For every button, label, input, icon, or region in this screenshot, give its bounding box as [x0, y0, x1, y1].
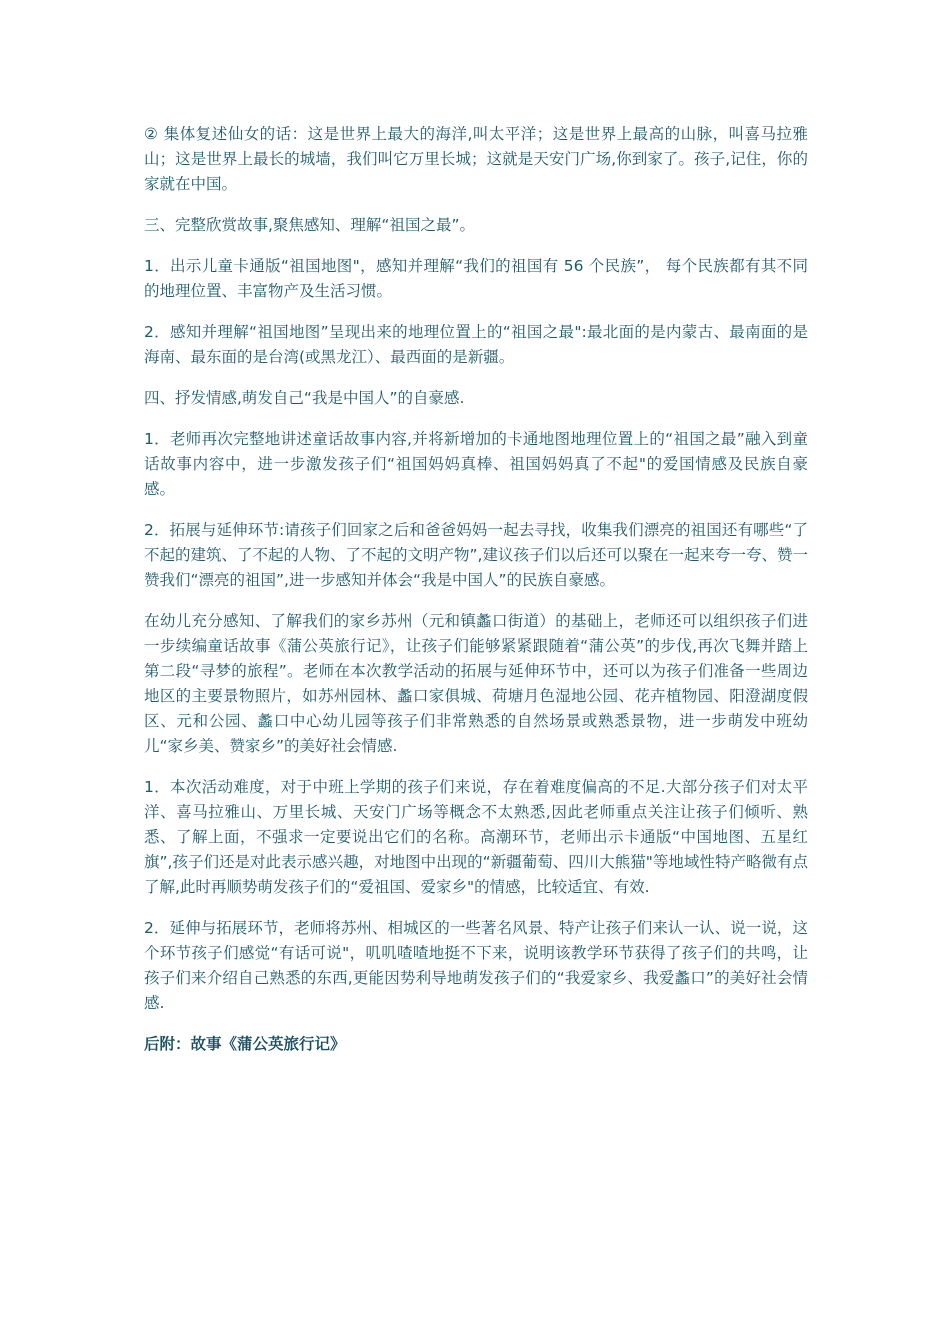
section-heading-four: 四、抒发情感,萌发自己“我是中国人”的自豪感. [144, 389, 465, 407]
paragraph-extension: 在幼儿充分感知、了解我们的家乡苏州（元和镇蠡口街道）的基础上，老师还可以组织孩子们进一步续编童话故事《蒲公英旅行记》，让孩子们能够紧紧跟随着“蒲公英”的步伐,再次飞舞并踏上第二段“寻梦的旅程”。老师在本次教学活动的拓展与延伸环节中，还可以为孩子们准备一些周边地区的主要景物照片，如苏州园林、蠡口家俱城、荷塘月色湿地公园、花卉植物园、阳澄湖度假区、元和公园、蠡口中心幼儿园等孩子们非常熟悉的自然场景或熟悉景物，进一步萌发中班幼儿“家乡美、赞家乡”的美好社会情感. [144, 612, 808, 755]
paragraph-four-item-2: 2．拓展与延伸环节:请孩子们回家之后和爸爸妈妈一起去寻找，收集我们漂亮的祖国还有哪些“了不起的建筑、了不起的人物、了不起的文明产物”,建议孩子们以后还可以聚在一起来夸一夸、赞一赞我们“漂亮的祖国”,进一步感知并体会“我是中国人”的民族自豪感。 [144, 521, 808, 589]
document-page [144, 122, 808, 1073]
paragraph-three-item-2: 2．感知并理解“祖国地图”呈现出来的地理位置上的“祖国之最":最北面的是内蒙古、最南面的是海南、最东面的是台湾(或黑龙江）、最西面的是新疆。 [144, 323, 808, 366]
paragraph-retell-fairy-words: ② 集体复述仙女的话：这是世界上最大的海洋,叫太平洋；这是世界上最高的山脉，叫喜马拉雅山；这是世界上最长的城墙，我们叫它万里长城；这就是天安门广场,你到家了。孩子,记住，你的家就在中国。 [144, 125, 808, 193]
paragraph-three-item-1: 1．出示儿童卡通版“祖国地图"，感知并理解“我们的祖国有 56 个民族”， 每个民族都有其不同的地理位置、丰富物产及生活习惯。 [144, 257, 808, 300]
paragraph-four-item-1: 1．老师再次完整地讲述童话故事内容,并将新增加的卡通地图地理位置上的“祖国之最”融入到童话故事内容中，进一步激发孩子们“祖国妈妈真棒、祖国妈妈真了不起"的爱国情感及民族自豪感。 [144, 430, 808, 498]
section-heading-three: 三、完整欣赏故事,聚焦感知、理解“祖国之最”。 [144, 216, 475, 234]
appendix-heading: 后附：故事《蒲公英旅行记》 [144, 1035, 346, 1053]
paragraph-reflection-2: 2．延伸与拓展环节，老师将苏州、相城区的一些著名风景、特产让孩子们来认一认、说一说，这个环节孩子们感觉“有话可说"，叽叽喳喳地挺不下来，说明该教学环节获得了孩子们的共鸣，让孩子们来介绍自己熟悉的东西,更能因势利导地萌发孩子们的“我爱家乡、我爱蠡口”的美好社会情感. [144, 919, 808, 1012]
paragraph-reflection-1: 1．本次活动难度，对于中班上学期的孩子们来说，存在着难度偏高的不足.大部分孩子们对太平洋、喜马拉雅山、万里长城、天安门广场等概念不太熟悉,因此老师重点关注让孩子们倾听、熟悉、了解上面，不强求一定要说出它们的名称。高潮环节，老师出示卡通版“中国地图、五星红旗”,孩子们还是对此表示感兴趣，对地图中出现的“新疆葡萄、四川大熊猫"等地域性特产略微有点了解,此时再顺势萌发孩子们的“爱祖国、爱家乡"的情感，比较适宜、有效. [144, 778, 808, 896]
